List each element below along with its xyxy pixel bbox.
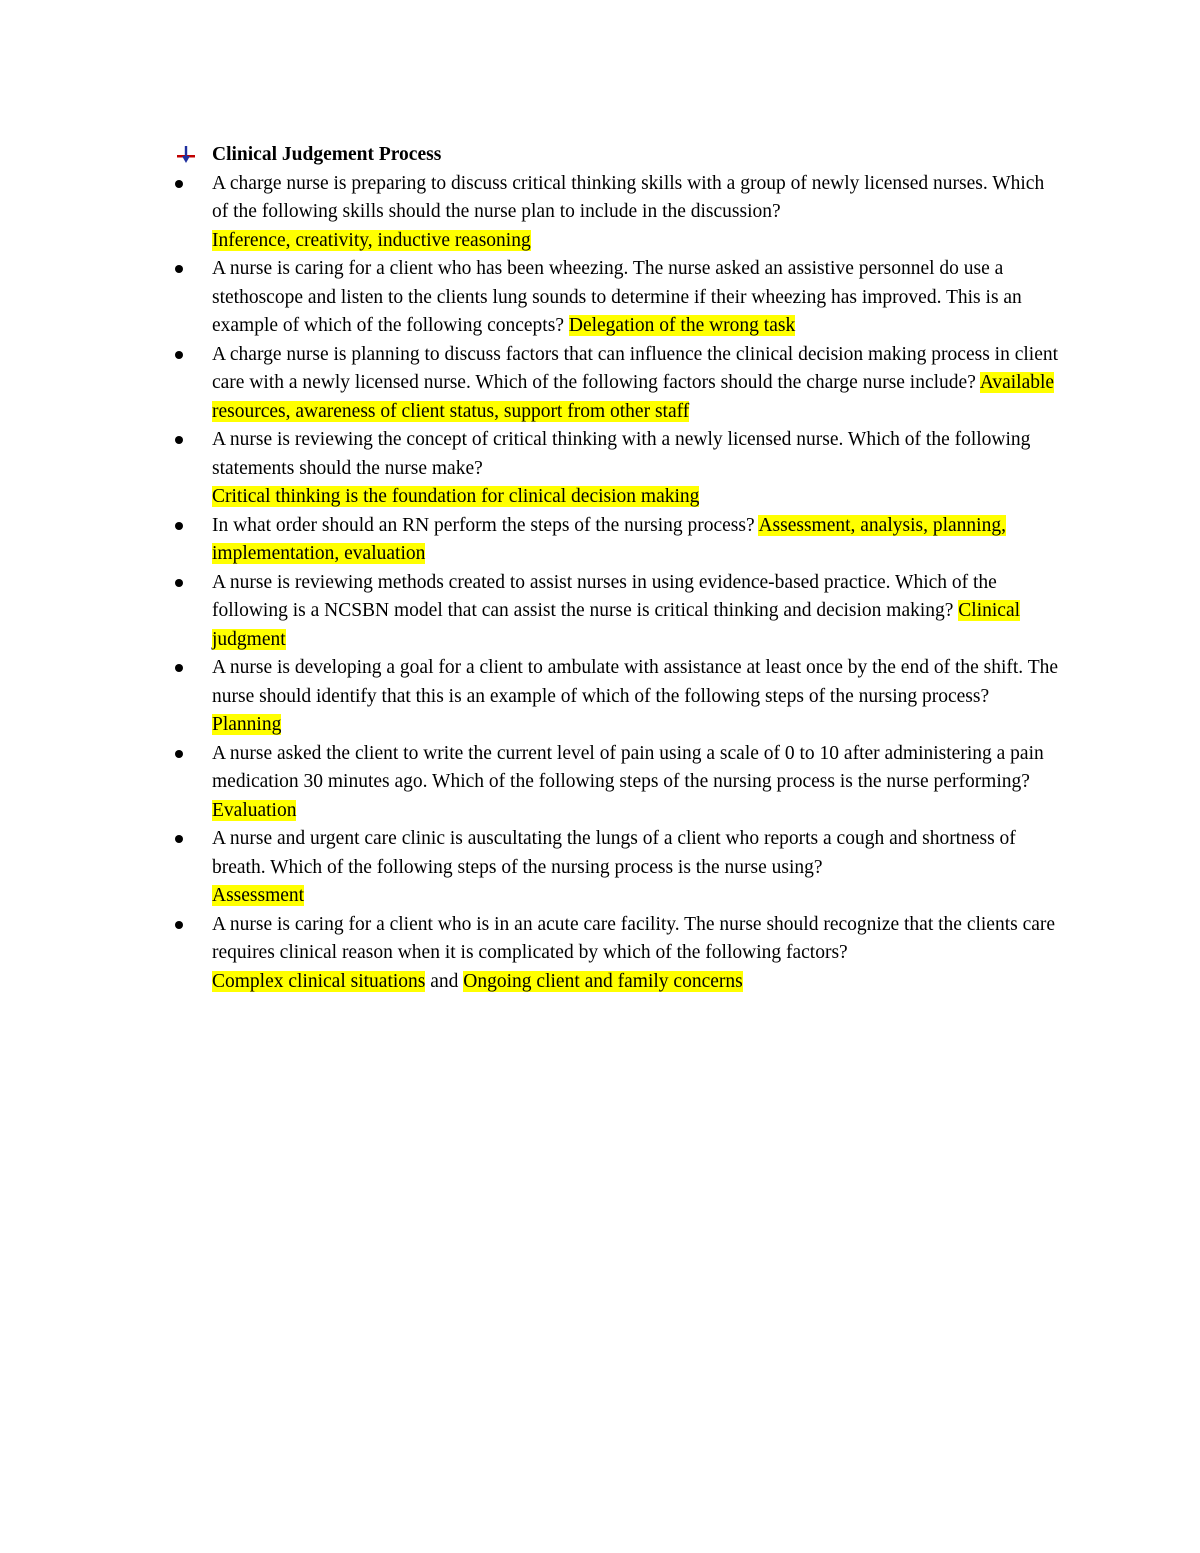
answer-highlight: Critical thinking is the foundation for clinical decision making bbox=[212, 486, 700, 507]
bullet-dot-icon bbox=[175, 436, 183, 444]
list-item bbox=[172, 512, 1062, 569]
answer-highlight: Clinical judgment bbox=[212, 600, 1021, 650]
answer-highlight: Assessment, analysis, planning, implementation, evaluation bbox=[212, 514, 1006, 564]
bullet-dot-icon bbox=[175, 921, 183, 929]
question-list bbox=[172, 170, 1062, 997]
list-item bbox=[172, 170, 1062, 256]
bullet-dot-icon bbox=[175, 664, 183, 672]
question-text: A nurse is reviewing methods created to assist nurses in using evidence-based practice. Which of the following is a NCSBN model that can assist the nurse is critical thinking and decision making? bbox=[212, 571, 997, 621]
list-item bbox=[172, 654, 1062, 740]
question-text: A nurse is developing a goal for a client to ambulate with assistance at least once by the end of the shift. The nurse should identify that this is an example of which of the following steps of the nursing process? bbox=[212, 657, 1059, 707]
document-title: Clinical Judgement Process bbox=[212, 144, 442, 165]
bullet-dot-icon bbox=[175, 522, 183, 530]
question-text: A nurse is caring for a client who has been wheezing. The nurse asked an assistive personnel do use a stethoscope and listen to the clients lung sounds to determine if their wheezing has improved. This is an example of which of the following concepts? bbox=[212, 258, 1022, 336]
answer-highlight: Delegation of the wrong task bbox=[568, 315, 796, 336]
answer-connector: and bbox=[425, 970, 464, 992]
bullet-dot-icon bbox=[175, 265, 183, 273]
question-text: A charge nurse is planning to discuss factors that can influence the clinical decision making process in client care with a newly licensed nurse. Which of the following factors should the charge nurse include? bbox=[212, 343, 1059, 393]
question-text: A nurse is caring for a client who is in an acute care facility. The nurse should recognize that the clients care requires clinical reason when it is complicated by which of the following factors? bbox=[212, 913, 1056, 963]
answer-highlight: Ongoing client and family concerns bbox=[463, 970, 743, 992]
answer-highlight: Complex clinical situations bbox=[212, 970, 426, 992]
list-item bbox=[172, 825, 1062, 911]
answer-highlight: Available resources, awareness of client status, support from other staff bbox=[212, 372, 1055, 422]
bullet-dot-icon bbox=[175, 750, 183, 758]
bullet-dot-icon bbox=[175, 835, 183, 843]
document-body bbox=[172, 141, 1062, 996]
question-text: A nurse is reviewing the concept of critical thinking with a newly licensed nurse. Which of the following statements should the nurse make? bbox=[212, 429, 1031, 479]
list-item bbox=[172, 740, 1062, 826]
question-text: A nurse asked the client to write the current level of pain using a scale of 0 to 10 after administering a pain medication 30 minutes ago. Which of the following steps of the nursing process is the nurse performing? bbox=[212, 742, 1044, 792]
bullet-dot-icon bbox=[175, 579, 183, 587]
bullet-dot-icon bbox=[175, 351, 183, 359]
answer-highlight: Evaluation bbox=[212, 799, 297, 821]
question-text: A nurse and urgent care clinic is auscultating the lungs of a client who reports a cough and shortness of breath. Which of the following steps of the nursing process is the nurse using? bbox=[212, 828, 1016, 878]
arrow-down-icon bbox=[176, 145, 196, 165]
list-item bbox=[172, 255, 1062, 341]
list-item bbox=[172, 426, 1062, 512]
bullet-dot-icon bbox=[175, 180, 183, 188]
list-item bbox=[172, 569, 1062, 655]
answer-highlight: Inference, creativity, inductive reasoning bbox=[212, 229, 531, 251]
answer-highlight: Planning bbox=[212, 714, 282, 735]
question-text: In what order should an RN perform the steps of the nursing process? bbox=[212, 514, 755, 536]
list-item bbox=[172, 911, 1062, 997]
question-text: A charge nurse is preparing to discuss critical thinking skills with a group of newly licensed nurses. Which of the following skills should the nurse plan to include in the discussion? bbox=[212, 172, 1045, 222]
list-item bbox=[172, 341, 1062, 427]
answer-highlight: Assessment bbox=[212, 885, 305, 906]
heading-row bbox=[172, 141, 1062, 170]
